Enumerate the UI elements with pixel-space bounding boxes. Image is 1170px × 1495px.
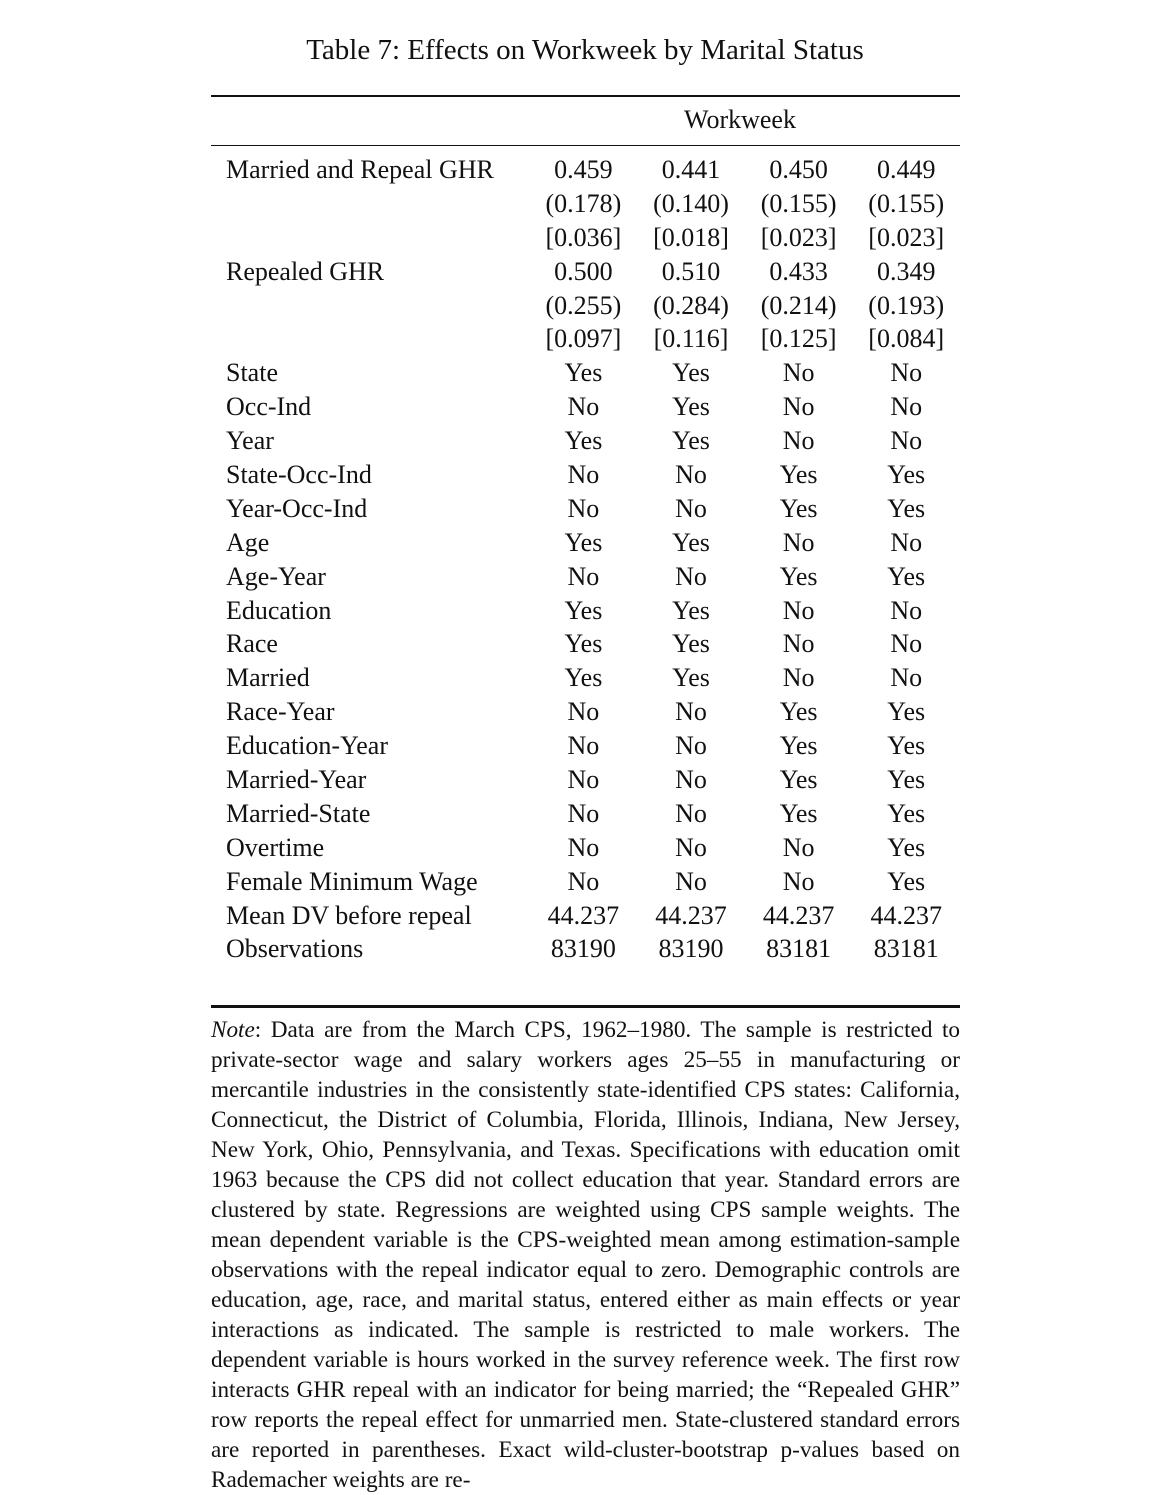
row-label: Year xyxy=(226,426,274,456)
row-label: Year-Occ-Ind xyxy=(226,493,368,523)
table-cell: No xyxy=(782,595,815,625)
table-cell: Yes xyxy=(779,798,818,828)
table-cell: No xyxy=(675,866,707,896)
table-cell: No xyxy=(782,629,815,659)
table-cell: No xyxy=(890,527,923,557)
table-row xyxy=(211,627,960,661)
table-cell: Yes xyxy=(564,629,603,659)
row-label: State-Occ-Ind xyxy=(226,459,372,489)
table-cell: Yes xyxy=(779,459,818,489)
table-cell: No xyxy=(675,697,707,727)
table-row xyxy=(211,390,960,424)
table-cell: Yes xyxy=(887,459,926,489)
table-cell: [0.018] xyxy=(653,222,729,252)
table-cell: No xyxy=(782,832,815,862)
row-label: Married-State xyxy=(226,798,371,828)
table-cell: No xyxy=(567,866,600,896)
table-cell: No xyxy=(567,493,600,523)
table-cell: Yes xyxy=(564,663,603,693)
table-cell: Yes xyxy=(564,358,603,388)
row-label: Female Minimum Wage xyxy=(226,866,478,896)
table-cell: [0.097] xyxy=(545,324,622,354)
table-cell: [0.023] xyxy=(868,222,945,252)
table-cell: Yes xyxy=(672,426,710,456)
table-cell: No xyxy=(782,866,815,896)
table-cell: No xyxy=(675,798,707,828)
table-cell: No xyxy=(890,629,923,659)
table-row xyxy=(211,695,960,729)
table-row xyxy=(211,187,960,221)
table-cell: [0.116] xyxy=(653,324,729,354)
header-rule xyxy=(211,145,960,146)
table-cell: No xyxy=(890,358,923,388)
bottom-rule xyxy=(211,1005,960,1008)
table-cell: 0.500 xyxy=(554,256,613,286)
table-row xyxy=(211,661,960,695)
table-cell: Yes xyxy=(564,527,603,557)
table-note xyxy=(211,1015,960,1495)
table-cell: 44.237 xyxy=(655,900,727,930)
row-label: Repealed GHR xyxy=(226,256,385,286)
table-cell: (0.155) xyxy=(760,188,837,218)
table-row xyxy=(211,797,960,831)
table-cell: No xyxy=(567,832,600,862)
table-cell: [0.125] xyxy=(760,324,837,354)
table-cell: Yes xyxy=(887,493,926,523)
table-cell: [0.023] xyxy=(760,222,837,252)
table-cell: Yes xyxy=(779,764,818,794)
table-cell: Yes xyxy=(672,595,710,625)
note-label: Note xyxy=(211,1017,255,1043)
table-row xyxy=(211,153,960,187)
table-cell: No xyxy=(890,595,923,625)
table-cell: 44.237 xyxy=(547,900,620,930)
table-cell: 0.441 xyxy=(661,154,721,184)
table-cell: No xyxy=(567,764,600,794)
table-cell: Yes xyxy=(887,697,926,727)
table-cell: Yes xyxy=(779,697,818,727)
row-label: Observations xyxy=(226,934,364,964)
table-cell: No xyxy=(782,358,815,388)
table-cell: 0.433 xyxy=(769,256,828,286)
table-cell: No xyxy=(567,697,600,727)
table-cell: No xyxy=(675,561,707,591)
table-cell: (0.155) xyxy=(868,188,945,218)
regression-table xyxy=(211,153,960,966)
table-row xyxy=(211,932,960,966)
table-cell: Yes xyxy=(887,561,926,591)
table-cell: 0.450 xyxy=(769,154,828,184)
table-row xyxy=(211,865,960,899)
table-title: Table 7: Effects on Workweek by Marital Status xyxy=(306,34,864,66)
table-cell: 83181 xyxy=(873,934,939,964)
table-row xyxy=(211,492,960,526)
table-cell: 83190 xyxy=(658,934,724,964)
table-cell: 44.237 xyxy=(762,900,835,930)
table-cell: 83190 xyxy=(550,934,616,964)
table-cell: Yes xyxy=(672,629,710,659)
table-cell: [0.036] xyxy=(545,222,622,252)
table-row xyxy=(211,899,960,933)
table-row xyxy=(211,221,960,255)
table-cell: Yes xyxy=(672,392,710,422)
table-cell: Yes xyxy=(672,663,710,693)
table-cell: No xyxy=(890,392,923,422)
table-cell: Yes xyxy=(887,731,926,761)
table-cell: No xyxy=(890,663,923,693)
column-group-header: Workweek xyxy=(684,105,796,134)
table-cell: (0.193) xyxy=(868,290,945,320)
table-cell: Yes xyxy=(779,561,818,591)
table-cell: Yes xyxy=(672,527,710,557)
table-cell: No xyxy=(567,731,600,761)
table-cell: No xyxy=(675,459,707,489)
row-label: Married xyxy=(226,663,310,693)
table-row xyxy=(211,594,960,628)
table-cell: (0.214) xyxy=(760,290,837,320)
table-cell: (0.178) xyxy=(545,188,622,218)
table-cell: No xyxy=(675,832,707,862)
table-cell: No xyxy=(782,392,815,422)
table-cell: No xyxy=(782,663,815,693)
table-cell: (0.140) xyxy=(653,188,729,218)
row-label: Age xyxy=(226,527,270,557)
table-cell: 44.237 xyxy=(870,900,942,930)
table-cell: No xyxy=(567,561,600,591)
table-cell: 0.459 xyxy=(554,154,613,184)
table-cell: (0.284) xyxy=(653,290,729,320)
table-cell: Yes xyxy=(672,358,710,388)
row-label: Occ-Ind xyxy=(226,392,312,422)
table-cell: 83181 xyxy=(766,934,832,964)
table-cell: 0.510 xyxy=(661,256,721,286)
table-cell: Yes xyxy=(779,731,818,761)
row-label: State xyxy=(226,358,278,388)
table-cell: (0.255) xyxy=(545,290,622,320)
note-text: : Data are from the March CPS, 1962–1980. The sample is restricted to private-sector wage and salary workers ages 25–55 in manufacturing or mercantile industries in the consistently state-identified CPS states: California, Connecticut, the District of Columbia, Florida, Illinois, Indiana, New Jersey, New York, Ohio, Pennsylvania, and Texas. Specifications with education omit 1963 because the CPS did not collect education that year. Standard errors are clustered by state. Regressions are weighted using CPS sample weights. The mean dependent variable is the CPS-weighted mean among estimation-sample observations with the repeal indicator equal to zero. Demographic controls are education, age, race, and marital status, entered either as main effects or year interactions as indicated. The sample is restricted to male workers. The dependent variable is hours worked in the survey reference week. The first row interacts GHR repeal with an indicator for being married; the “Repealed GHR” row reports the repeal effect for unmarried men. State-clustered standard errors are reported in parentheses. Exact wild-cluster-bootstrap p-values based on Rademacher weights are re- xyxy=(211,1017,960,1493)
table-row xyxy=(211,763,960,797)
table-row xyxy=(211,458,960,492)
table-cell: No xyxy=(890,426,923,456)
table-cell: [0.084] xyxy=(868,324,945,354)
table-row xyxy=(211,729,960,763)
table-row xyxy=(211,289,960,323)
row-label: Married and Repeal GHR xyxy=(226,154,494,184)
table-cell: Yes xyxy=(887,832,926,862)
row-label: Education-Year xyxy=(226,731,388,761)
table-cell: Yes xyxy=(779,493,818,523)
table-cell: No xyxy=(567,459,600,489)
row-label: Race xyxy=(226,629,278,659)
row-label: Mean DV before repeal xyxy=(226,900,472,930)
row-label: Married-Year xyxy=(226,764,367,794)
table-cell: Yes xyxy=(564,426,603,456)
table-row xyxy=(211,255,960,289)
table-cell: Yes xyxy=(887,764,926,794)
table-cell: No xyxy=(675,731,707,761)
table-cell: 0.349 xyxy=(876,256,936,286)
table-row xyxy=(211,560,960,594)
table-row xyxy=(211,526,960,560)
table-row xyxy=(211,831,960,865)
row-label: Age-Year xyxy=(226,561,326,591)
table-cell: Yes xyxy=(564,595,603,625)
table-cell: No xyxy=(782,426,815,456)
row-label: Overtime xyxy=(226,832,325,862)
table-cell: Yes xyxy=(887,798,926,828)
table-cell: Yes xyxy=(887,866,926,896)
table-cell: No xyxy=(675,493,707,523)
table-row xyxy=(211,356,960,390)
table-cell: No xyxy=(567,798,600,828)
row-label: Race-Year xyxy=(226,697,335,727)
row-label: Education xyxy=(226,595,332,625)
table-cell: 0.449 xyxy=(876,154,936,184)
table-row xyxy=(211,322,960,356)
table-cell: No xyxy=(675,764,707,794)
top-rule xyxy=(211,95,960,97)
table-cell: No xyxy=(782,527,815,557)
table-row xyxy=(211,424,960,458)
table-cell: No xyxy=(567,392,600,422)
